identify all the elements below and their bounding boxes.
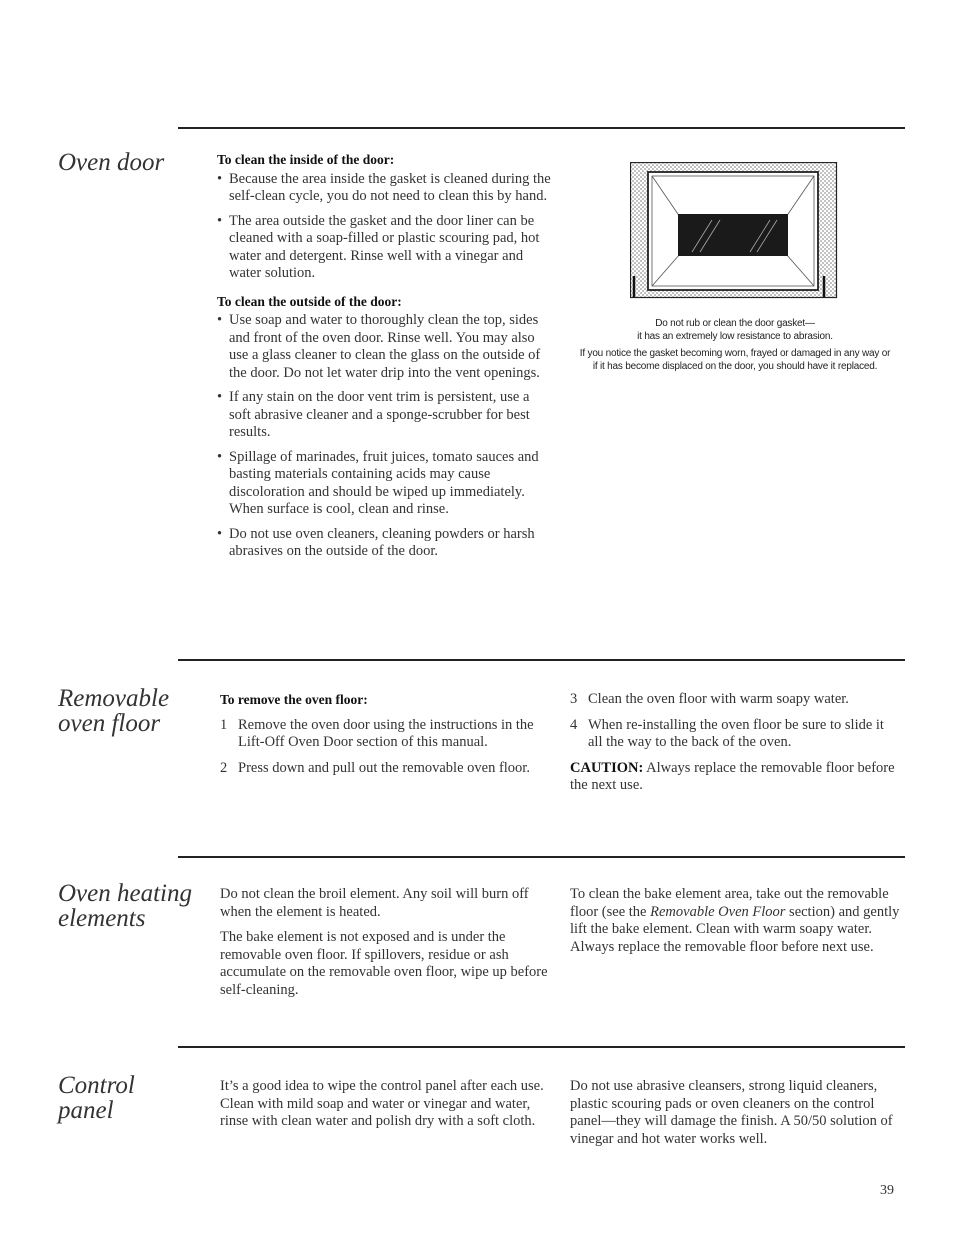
inside-bullet: • Because the area inside the gasket is cleaned during the self-clean cycle, you do not need to clean this by hand. [217,171,552,206]
caption-line: If you notice the gasket becoming worn, frayed or damaged in any way or [579,348,891,359]
caption-line: Do not rub or clean the door gasket— [655,318,815,329]
heating-para: Do not clean the broil element. Any soil will burn off when the element is heated. [220,886,529,920]
outside-bullet: • Spillage of marinades, fruit juices, tomato sauces and basting materials containing acids may cause discoloration and should be wiped up immediately. When surface is cool, clean and rinse. [217,449,552,519]
step-item: 4 When re-installing the oven floor be sure to slide it all the way to the back of the oven. [570,716,884,750]
step-item: 2 Press down and pull out the removable oven floor. [220,759,530,776]
control-left [220,1078,550,1139]
outside-bullet: • Use soap and water to thoroughly clean the top, sides and front of the oven door. Rinse well. You may also use a glass cleaner to clean the glass on the outside of the door. Do not let water drip into the vent openings. [217,312,552,382]
outside-bullet: • If any stain on the door vent trim is persistent, use a soft abrasive cleaner and a sponge-scrubber for best results. [217,389,552,442]
control-right [570,1078,900,1156]
section-rule [178,856,905,858]
heating-right [570,886,905,964]
caption-line: it has an extremely low resistance to abrasion. [637,331,833,342]
control-para: It’s a good idea to wipe the control panel after each use. Clean with mild soap and water or vinegar and water, rinse with clean water and polish dry with a soft cloth. [220,1078,544,1129]
oven-door-illustration [630,162,838,302]
section-rule [178,1046,905,1048]
page-number: 39 [880,1183,894,1198]
section-title-oven-door: Oven door [58,149,165,176]
gasket-caption [560,317,910,373]
section-title-removable-floor: Removable oven floor [58,685,170,737]
oven-door-text [217,151,552,568]
section-title-heating-elements: Oven heating elements [58,880,192,932]
heating-left [220,886,550,1007]
step-item: 3 Clean the oven floor with warm soapy water. [570,691,849,707]
step-item: 1 Remove the oven door using the instructions in the Lift-Off Oven Door section of this manual. [220,716,534,750]
removable-floor-left [220,691,555,785]
top-rule [178,127,905,129]
remove-floor-heading: To remove the oven floor: [220,692,368,707]
inside-door-heading: To clean the inside of the door: [217,152,395,167]
heating-right-para: To clean the bake element area, take out the removable floor (see the Removable Oven Floor section) and gently lift the bake element. Clean with warm soapy water. Always replace the removable floor before next use. [570,886,900,955]
caution-note: CAUTION: Always replace the removable floor before the next use. [570,759,895,793]
section-title-control-panel: Control panel [58,1072,135,1124]
inside-bullet: • The area outside the gasket and the door liner can be cleaned with a soap-filled or plastic scouring pad, hot water and detergent. Rinse well with a vinegar and water solution. [217,213,552,283]
removable-floor-right [570,691,900,803]
section-rule [178,659,905,661]
caption-line: if it has become displaced on the door, you should have it replaced. [592,361,878,372]
control-para: Do not use abrasive cleansers, strong liquid cleaners, plastic scouring pads or oven cleaners on the control panel—they will damage the finish. A 50/50 solution of vinegar and hot water works well. [570,1078,893,1147]
outside-bullet: • Do not use oven cleaners, cleaning powders or harsh abrasives on the outside of the door. [217,526,552,561]
outside-door-heading: To clean the outside of the door: [217,293,402,309]
heating-para: The bake element is not exposed and is under the removable oven floor. If spillovers, residue or ash accumulate on the removable oven floor, wipe up before self-cleaning. [220,929,548,998]
